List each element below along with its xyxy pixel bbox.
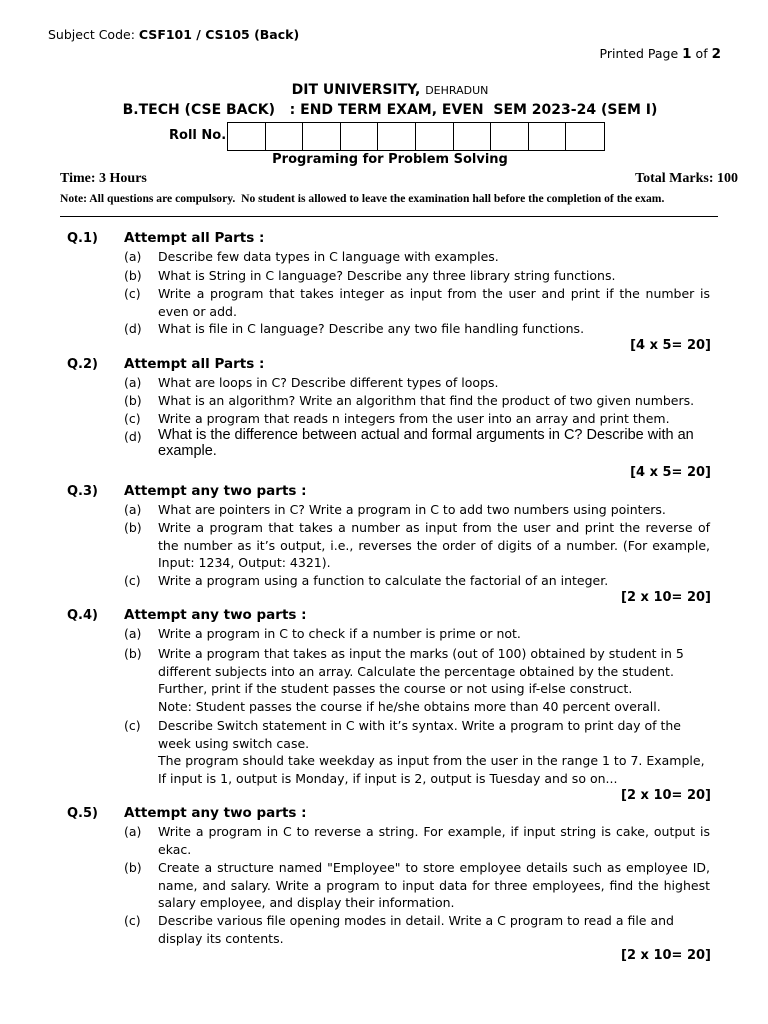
roll-box <box>416 123 454 150</box>
question-marks: [4 x 5= 20] <box>630 338 711 353</box>
question-marks: [2 x 10= 20] <box>621 590 711 605</box>
part-text: Write a program using a function to calculate the factorial of an integer. <box>158 573 609 588</box>
part-text: Write a program in C to reverse a string. For example, if input string is cake, output is ekac. <box>158 824 710 857</box>
part-label: (a) <box>124 502 142 517</box>
question-number: Q.2) <box>67 357 98 372</box>
part-text: What is the difference between actual and formal arguments in C? Describe with an example. <box>158 427 694 459</box>
question-heading: Attempt any two parts : <box>124 805 307 821</box>
question-marks: [4 x 5= 20] <box>630 465 711 480</box>
question-heading: Attempt all Parts : <box>124 230 265 246</box>
printed-page-total: 2 <box>711 46 721 62</box>
roll-box <box>303 123 341 150</box>
part-text: Write a program in C to check if a number is prime or not. <box>158 626 521 641</box>
part-label: (a) <box>124 249 142 264</box>
roll-box <box>378 123 416 150</box>
part-text: Write a program that takes a number as input from the user and print the reverse of the number as it’s output, i.e., reverses the order of digits of a number. (For example, Input: 1234, Output: 4321). <box>158 520 710 570</box>
subject-code-label: Subject Code: <box>48 27 135 42</box>
part-label: (b) <box>124 646 142 661</box>
subject-code-value: CSF101 / CS105 (Back) <box>138 27 300 42</box>
part-label: (d) <box>124 429 142 444</box>
part-label: (b) <box>124 520 142 535</box>
part-label: (c) <box>124 718 141 733</box>
part-label: (a) <box>124 626 142 641</box>
part-label: (a) <box>124 375 142 390</box>
question-number: Q.1) <box>67 231 98 246</box>
part-text-extra: The program should take weekday as input from the user in the range 1 to 7. Example, If input is 1, output is Monday, if input is 2, output is Tuesday and so on... <box>158 753 705 786</box>
total-marks: Total Marks: 100 <box>635 171 738 186</box>
question-number: Q.4) <box>67 608 98 623</box>
part-text: What are pointers in C? Write a program in C to add two numbers using pointers. <box>158 502 666 517</box>
part-text: What is String in C language? Describe any three library string functions. <box>158 268 616 283</box>
part-text: Write a program that takes integer as input from the user and print if the number is even or add. <box>158 286 710 319</box>
part-label: (a) <box>124 824 142 839</box>
part-text <box>158 717 710 787</box>
roll-number-label: Roll No. <box>169 128 227 143</box>
exam-time: Time: 3 Hours <box>60 171 147 186</box>
question-heading: Attempt any two parts : <box>124 607 307 623</box>
part-label: (b) <box>124 860 142 875</box>
part-text: What is an algorithm? Write an algorithm that find the product of two given numbers. <box>158 393 695 408</box>
question-marks: [2 x 10= 20] <box>621 788 711 803</box>
roll-box <box>566 123 604 150</box>
part-text <box>158 645 710 715</box>
part-label: (c) <box>124 913 141 928</box>
roll-box <box>491 123 529 150</box>
question-number: Q.5) <box>67 806 98 821</box>
question-heading: Attempt any two parts : <box>124 483 307 499</box>
part-text-main: Write a program that takes as input the marks (out of 100) obtained by student in 5 different subjects into an array. Calculate the percentage obtained by the student. Further, print if the student passes the course or not using if-else construct. <box>158 646 684 696</box>
part-text: Describe few data types in C language with examples. <box>158 249 499 264</box>
part-label: (c) <box>124 411 141 426</box>
roll-box <box>228 123 266 150</box>
roll-box <box>529 123 567 150</box>
roll-box <box>454 123 492 150</box>
roll-box <box>266 123 304 150</box>
question-heading: Attempt all Parts : <box>124 356 265 372</box>
part-text: What is file in C language? Describe any two file handling functions. <box>158 321 585 336</box>
part-text: Write a program that reads n integers from the user into an array and print them. <box>158 411 670 426</box>
printed-page <box>600 46 721 62</box>
university-city: DEHRADUN <box>425 84 489 97</box>
part-label: (b) <box>124 393 142 408</box>
question-marks: [2 x 10= 20] <box>621 948 711 963</box>
part-text: Describe various file opening modes in detail. Write a C program to read a file and display its contents. <box>158 913 674 946</box>
exam-line: B.TECH (CSE BACK) : END TERM EXAM, EVEN SEM 2023-24 (SEM I) <box>122 102 658 118</box>
exam-note: Note: All questions are compulsory. No student is allowed to leave the examination hall before the completion of the exam. <box>60 192 665 205</box>
part-text-main: Describe Switch statement in C with it’s syntax. Write a program to print day of the week using switch case. <box>158 718 681 751</box>
university-title <box>0 82 768 98</box>
paper-title: Programing for Problem Solving <box>272 152 508 167</box>
roll-number-boxes <box>227 122 605 151</box>
part-text: What are loops in C? Describe different types of loops. <box>158 375 499 390</box>
header-divider <box>60 216 718 217</box>
roll-box <box>341 123 379 150</box>
part-label: (d) <box>124 321 142 336</box>
subject-code <box>48 27 299 42</box>
question-number: Q.3) <box>67 484 98 499</box>
part-label: (b) <box>124 268 142 283</box>
printed-page-label: Printed Page <box>599 46 679 61</box>
printed-page-current: 1 <box>682 46 692 62</box>
printed-page-of: of <box>695 46 708 61</box>
part-label: (c) <box>124 573 141 588</box>
university-name: DIT UNIVERSITY, <box>291 82 421 98</box>
part-text-note: Note: Student passes the course if he/she obtains more than 40 percent overall. <box>158 698 661 714</box>
part-text: Create a structure named "Employee" to store employee details such as employee ID, name, and salary. Write a program to input data for three employees, find the highest salary employee, and display their information. <box>158 860 710 910</box>
part-label: (c) <box>124 286 141 301</box>
